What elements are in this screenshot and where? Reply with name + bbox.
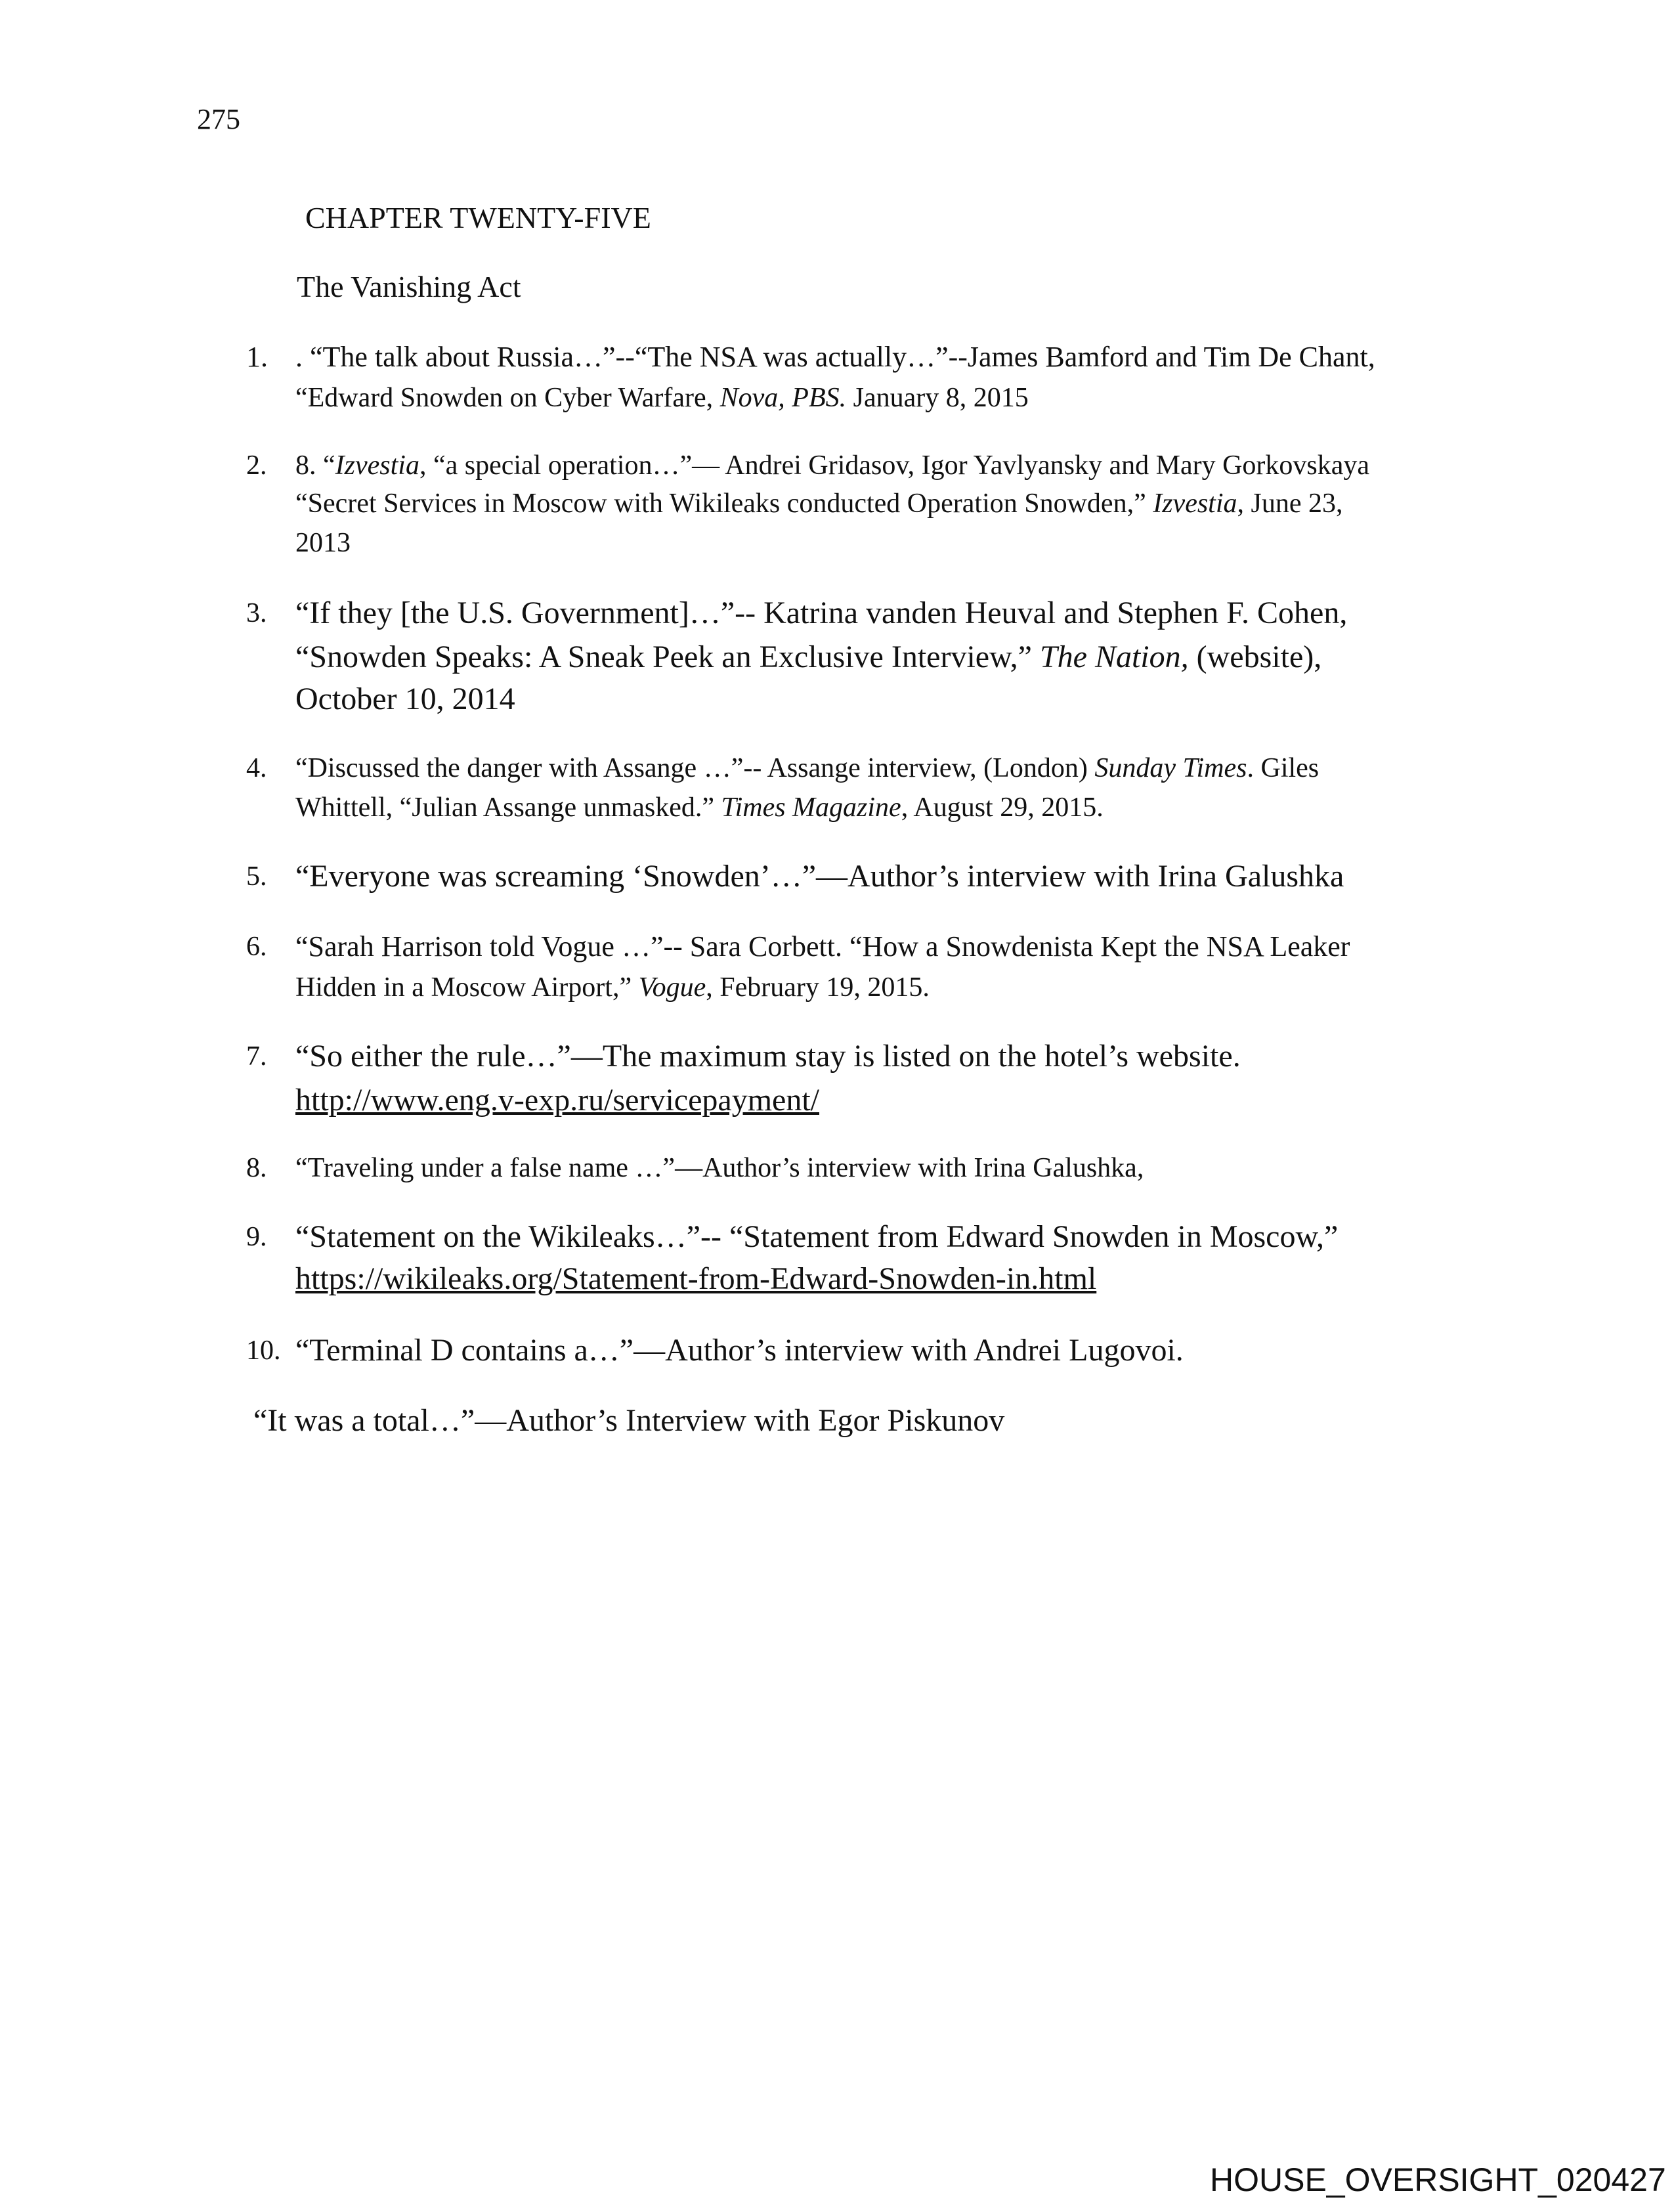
note-number: 9. <box>246 1222 267 1252</box>
wikileaks-statement-link[interactable]: https://wikileaks.org/Statement-from-Edward-Snowden-in.html <box>295 1261 1097 1296</box>
chapter-subtitle: The Vanishing Act <box>297 270 521 303</box>
note-text: “Sarah Harrison told Vogue …”-- Sara Corbett. “How a Snowdenista Kept the NSA Leaker <box>295 930 1350 963</box>
note-link-line <box>295 1081 819 1120</box>
note-text: . “The talk about Russia…”--“The NSA was actually…”--James Bamford and Tim De Chant, <box>295 341 1375 373</box>
publication-title: Sunday Times <box>1094 753 1247 783</box>
publication-title: Vogue <box>638 972 706 1003</box>
note-number: 6. <box>246 932 267 962</box>
note-number: 8. <box>246 1153 267 1183</box>
note-text-segment: January 8, 2015 <box>846 383 1029 413</box>
unnumbered-endnote: “It was a total…”—Author’s Interview with Egor Piskunov <box>253 1403 1005 1438</box>
note-text-segment: “Discussed the danger with Assange …”-- Assange interview, (London) <box>295 753 1095 783</box>
hotel-website-link[interactable]: http://www.eng.v-exp.ru/servicepayment/ <box>295 1083 819 1117</box>
page-number: 275 <box>197 103 240 135</box>
note-text: “Terminal D contains a…”—Author’s interview with Andrei Lugovoi. <box>295 1333 1184 1368</box>
note-text <box>295 484 1343 523</box>
note-text <box>295 378 1029 418</box>
note-text-segment: , February 19, 2015. <box>706 972 930 1003</box>
note-text-segment: “Secret Services in Moscow with Wikileaks conducted Operation Snowden,” <box>295 488 1153 519</box>
note-text-segment: , “a special operation…”— Andrei Gridasov, Igor Yavlyansky and Mary Gorkovskaya <box>419 450 1370 481</box>
note-text: October 10, 2014 <box>295 682 515 716</box>
note-text-segment: 8. “ <box>295 450 335 481</box>
note-text-segment: “Edward Snowden on Cyber Warfare, <box>295 383 720 413</box>
note-number: 10. <box>246 1335 281 1366</box>
publication-title: Izvestia <box>335 450 419 481</box>
note-text-segment: , August 29, 2015. <box>901 792 1104 823</box>
bates-stamp: HOUSE_OVERSIGHT_020427 <box>1210 2161 1666 2198</box>
note-text: “If they [the U.S. Government]…”-- Katrina vanden Heuval and Stephen F. Cohen, <box>295 596 1348 630</box>
publication-title: Times Magazine <box>721 792 901 823</box>
note-number: 3. <box>246 598 267 628</box>
note-link-line <box>295 1259 1096 1299</box>
note-number: 2. <box>246 450 267 481</box>
note-text <box>295 788 1104 827</box>
note-text <box>295 446 1369 485</box>
note-number: 4. <box>246 753 267 783</box>
chapter-heading: CHAPTER TWENTY-FIVE <box>305 201 651 234</box>
note-text-segment: (website), <box>1188 640 1322 674</box>
note-text-segment: “Snowden Speaks: A Sneak Peek an Exclusive Interview,” <box>295 640 1040 674</box>
note-text-segment: Hidden in a Moscow Airport,” <box>295 972 639 1003</box>
note-number: 1. <box>246 341 268 373</box>
note-text: “So either the rule…”—The maximum stay is listed on the hotel’s website. <box>295 1039 1241 1073</box>
note-text <box>295 968 930 1007</box>
note-number: 5. <box>246 861 267 892</box>
publication-title: Nova, PBS. <box>719 383 847 413</box>
note-text-segment: Whittell, “Julian Assange unmasked.” <box>295 792 721 823</box>
note-number: 7. <box>246 1041 267 1072</box>
note-text: “Statement on the Wikileaks…”-- “Statement from Edward Snowden in Moscow,” <box>295 1219 1339 1254</box>
publication-title: The Nation, <box>1039 640 1189 674</box>
note-text <box>295 748 1319 788</box>
note-text-segment: . Giles <box>1247 753 1320 783</box>
note-text: “Traveling under a false name …”—Author’s interview with Irina Galushka, <box>295 1153 1144 1183</box>
publication-title: Izvestia <box>1153 488 1237 519</box>
note-text-segment: , June 23, <box>1237 488 1343 519</box>
note-text <box>295 638 1321 677</box>
note-text: “Everyone was screaming ‘Snowden’…”—Author’s interview with Irina Galushka <box>295 859 1344 894</box>
note-text: 2013 <box>295 528 351 558</box>
